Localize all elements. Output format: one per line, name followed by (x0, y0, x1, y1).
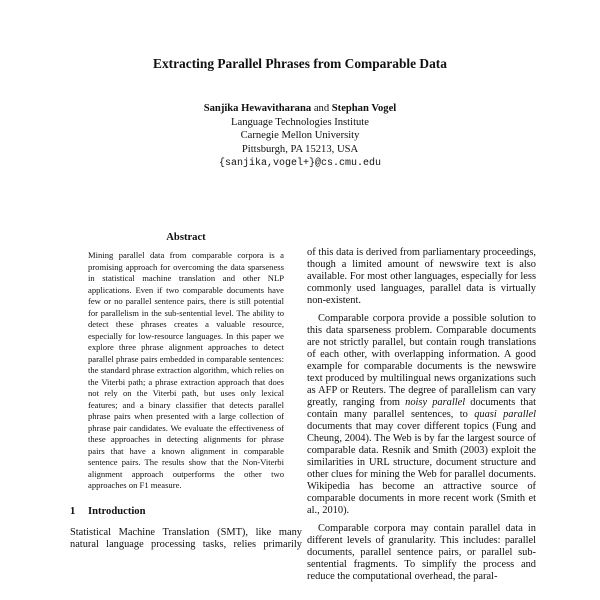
author-block (0, 102, 600, 171)
intro-text-line-2: natural language processing tasks, relies primarily (70, 538, 302, 550)
author-2: Stephan Vogel (331, 103, 397, 114)
section-heading-introduction (70, 506, 302, 517)
intro-text-line-1: Statistical Machine Translation (SMT), like many (70, 526, 302, 538)
author-names (0, 102, 600, 116)
paragraph-3: Comparable corpora may contain parallel data in different levels of granularity. This includes: parallel documents, parallel sentence pairs, or parallel sub-sentential fragments. To simplify the process and reduce the computational overhead, the paral- (307, 523, 536, 582)
abstract-heading: Abstract (166, 232, 206, 243)
right-column (307, 247, 536, 589)
abstract-text: Mining parallel data from comparable corpora is a promising approach for overcoming the data sparseness in statistical machine translation and other NLP applications. Even if two comparable documents have few or no parallel sentence pairs, there is still potential for parallelism in the sub-sentential level. The ability to detect these phrases creates a valuable resource, especially for low-resource languages. In this paper we explore three phrase alignment approaches to detect parallel phrase pairs embedded in comparable sentences: the standard phrase extraction algorithm, which relies on the Viterbi path; a phrase extraction approach that does not rely on the Viterbi path, but uses only lexical features; and a binary classifier that detects parallel phrase pairs when presented with a large collection of phrase pair candidates. We evaluate the effectiveness of these approaches in detecting alignments for phrase pairs that have a known alignment in comparable sentence pairs. The results show that the Non-Viterbi alignment approach outperforms the other two approaches on F1 measure. (88, 250, 284, 490)
section-number: 1 (70, 505, 76, 517)
quasi-parallel-term: quasi parallel (474, 409, 536, 420)
paragraph-2 (307, 313, 536, 517)
author-emails: {sanjika,vogel+}@cs.cmu.edu (218, 157, 382, 169)
paragraph-2-part-c: documents that may cover different topics (Fung and Cheung, 2004). The Web is by far the largest source of comparable data. Resnik and Smith (2003) exploit the similarities in URL structure, document structure and other clues for mining the Web for parallel documents. Wikipedia has become an attractive source of comparable documents in more recent work (Smith et al., 2010). (307, 421, 536, 516)
paper-title: Extracting Parallel Phrases from Comparable Data (153, 56, 447, 71)
author-1: Sanjika Hewavitharana (203, 103, 312, 114)
paragraph-2-part-b: documents that contain many parallel sentences, to (307, 397, 537, 420)
noisy-parallel-term: noisy parallel (405, 397, 466, 408)
left-column (70, 232, 302, 551)
paragraph-1: of this data is derived from parliamentary proceedings, though a limited amount of newswire text is also available. For most other languages, especially for less commonly used languages, parallel data is virtually non-existent. (307, 247, 536, 306)
author-address: Pittsburgh, PA 15213, USA (241, 144, 359, 156)
author-institute: Language Technologies Institute (231, 116, 369, 128)
paragraph-2-part-a: Comparable corpora provide a possible solution to this data sparseness problem. Comparable documents are not strictly parallel, but contain rough translations of each other, with overlapping information. A good example for comparable documents is the newswire text produced by multilingual news organizations such as AFP or Reuters. The degree of parallelism can vary greatly, ranging from (307, 313, 536, 408)
section-title: Introduction (88, 505, 146, 517)
author-university: Carnegie Mellon University (240, 130, 360, 142)
author-conjunction: and (313, 103, 330, 114)
